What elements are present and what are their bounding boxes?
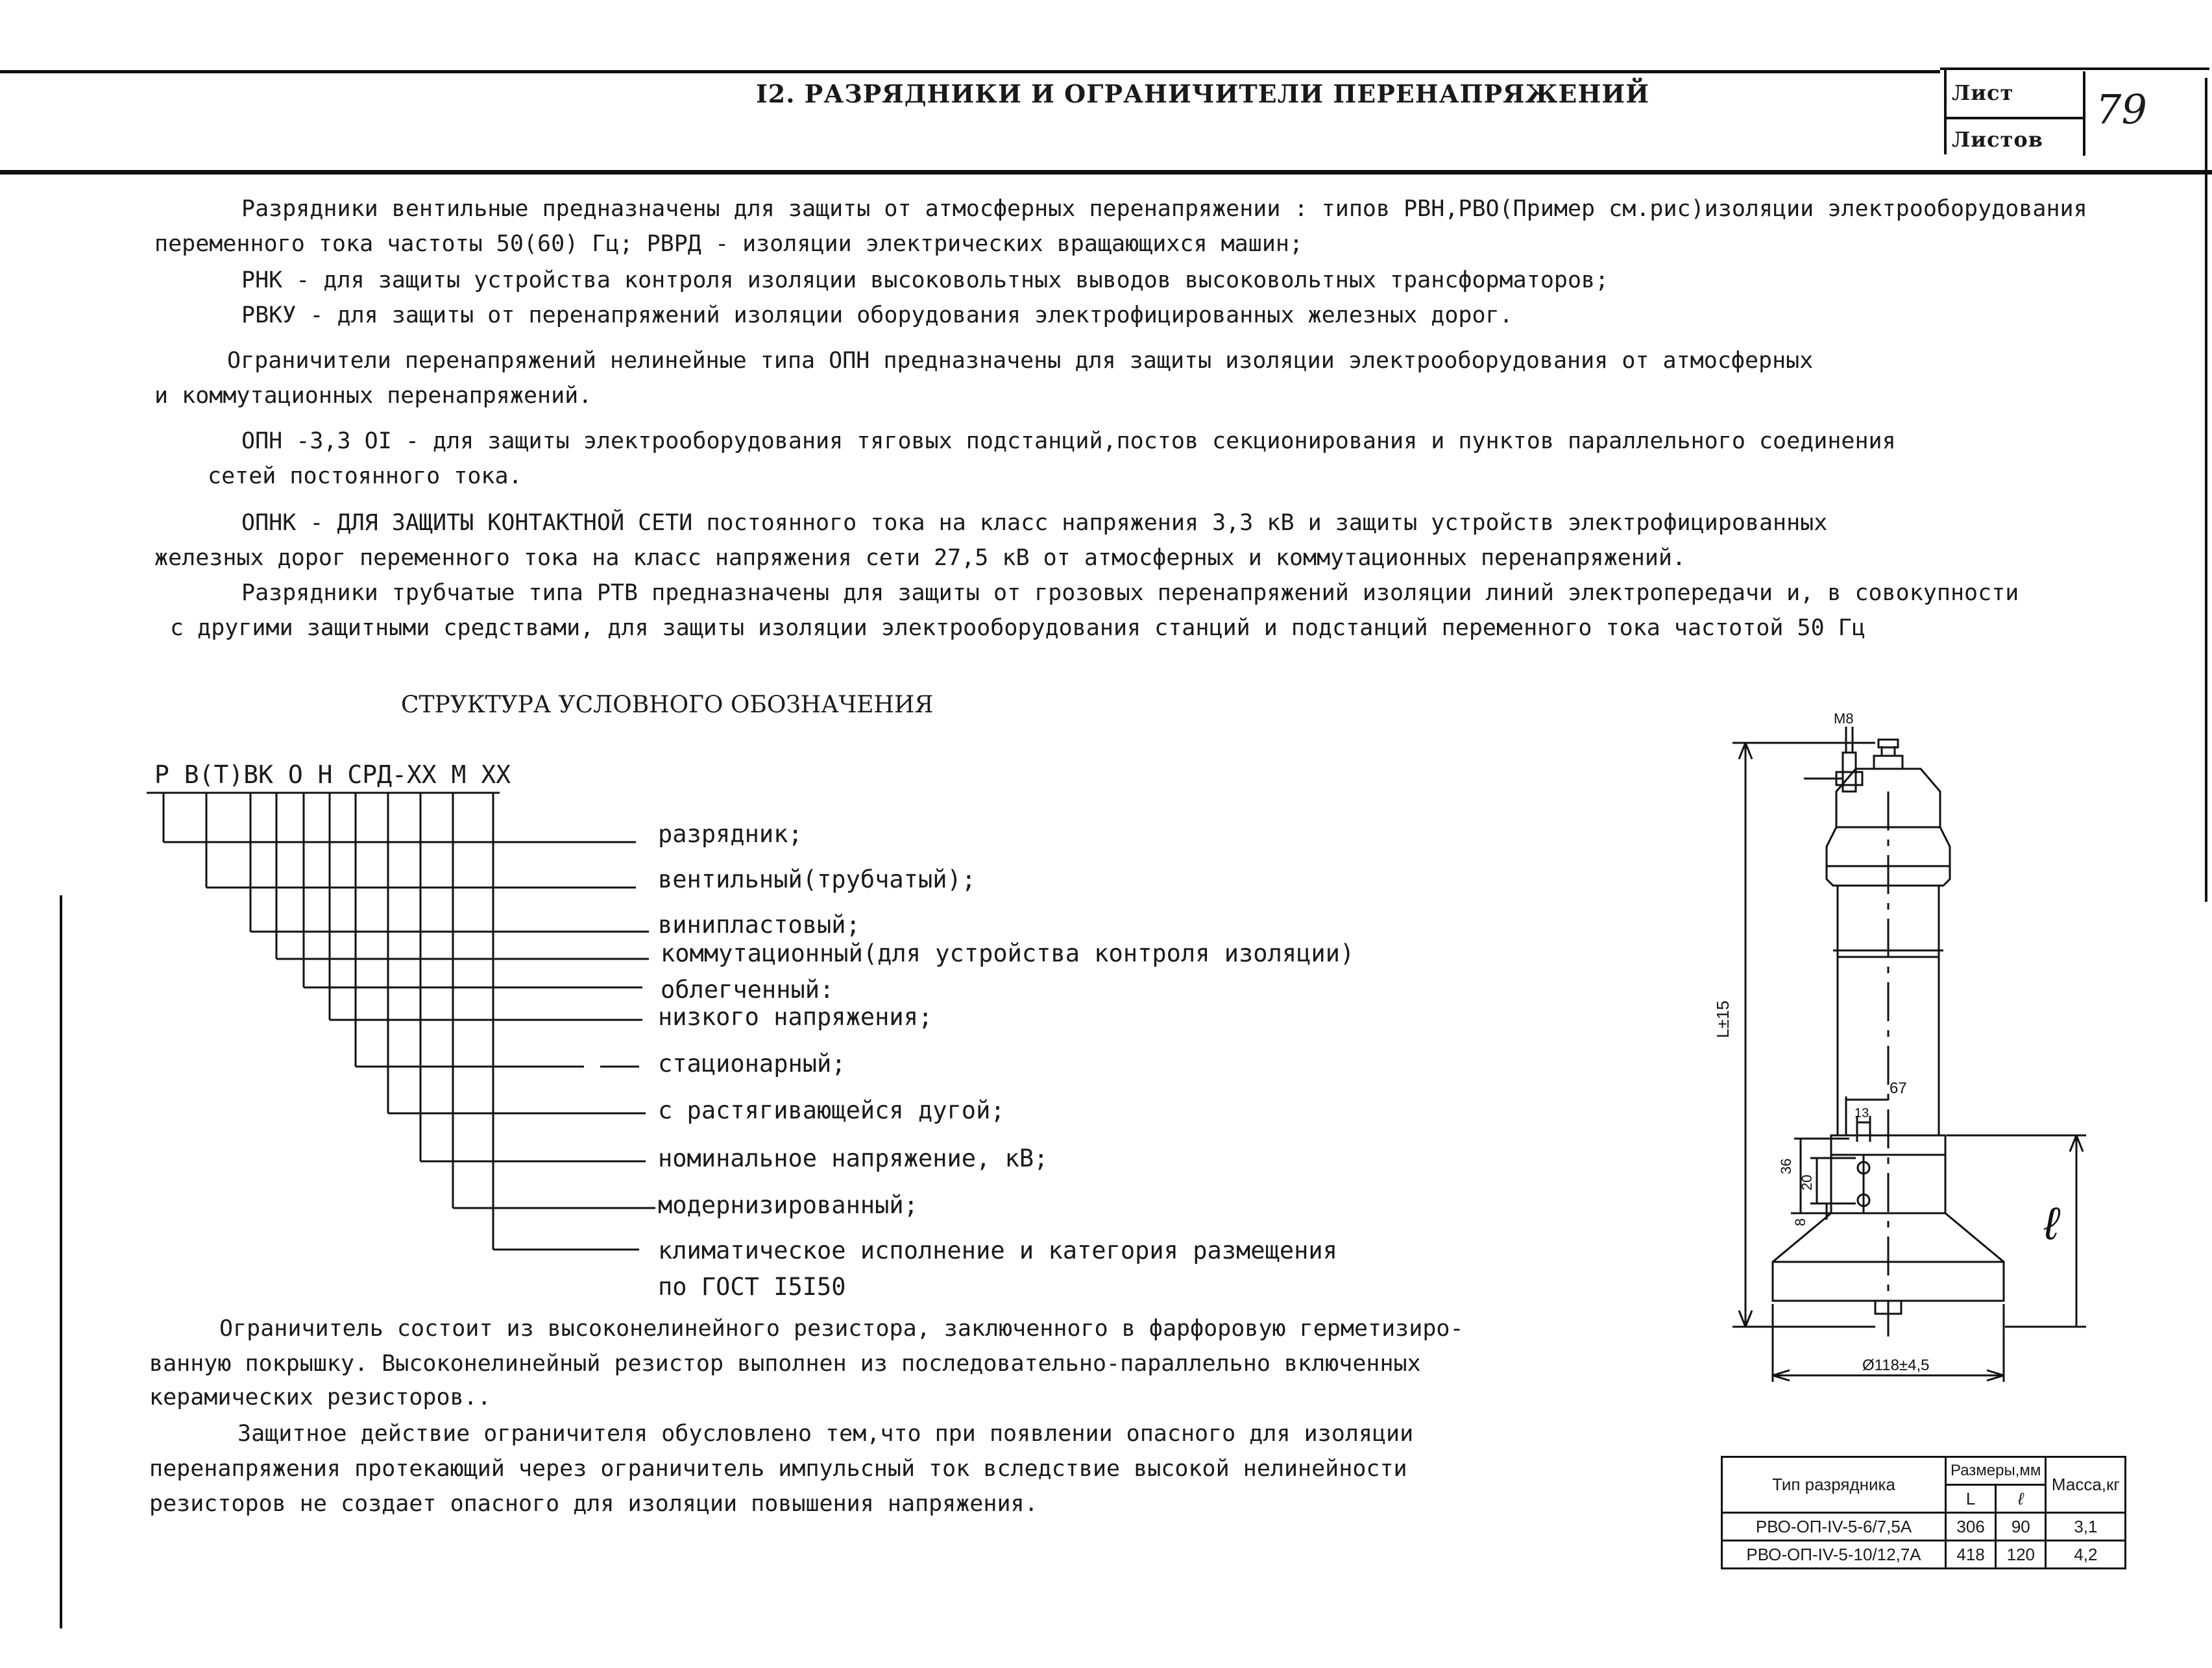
col-header-l: ℓ	[1996, 1485, 2046, 1513]
level-label: ℓ	[2044, 1198, 2059, 1249]
legend-item-10: модернизированный;	[658, 1191, 918, 1219]
description-line-4: Защитное действие ограничителя обусловлено тем,что при появлении опасного для изоляции	[237, 1421, 1414, 1447]
page-title: I2. РАЗРЯДНИКИ И ОГРАНИЧИТЕЛИ ПЕРЕНАПРЯЖЕНИЙ	[756, 79, 1650, 108]
bolt-label: M8	[1834, 710, 1854, 727]
legend-item-7: стационарный;	[658, 1050, 846, 1078]
description-line-2: ванную покрышку. Высоконелинейный резистор выполнен из последовательно-параллельно включенных	[149, 1351, 1421, 1377]
row-L: 306	[1946, 1513, 1996, 1541]
legend-item-4: коммутационный(для устройства контроля изоляции)	[661, 939, 1355, 967]
legend-item-11: климатическое исполнение и категория размещения	[658, 1237, 1337, 1264]
title-block-left-line	[1944, 70, 1947, 154]
right-edge-line	[2205, 78, 2207, 902]
legend-item-9: номинальное напряжение, кВ;	[658, 1144, 1049, 1172]
row-type: РВО-ОП-IV-5-10/12,7А	[1722, 1541, 1946, 1569]
title-block-h-line	[1944, 117, 2085, 119]
row-mass: 3,1	[2046, 1513, 2126, 1541]
legend-item-12: по ГОСТ I5I50	[658, 1273, 846, 1301]
intro-line-12: с другими защитными средствами, для защиты изоляции электрооборудования станций и подстанций переменного тока частотой 50 Гц	[170, 615, 1866, 641]
col-header-L: L	[1946, 1485, 1996, 1513]
intro-line-3: РНК - для защиты устройства контроля изоляции высоковольтных выводов высоковольтных трансформаторов;	[241, 267, 1609, 293]
dim-20-label: 20	[1799, 1174, 1815, 1191]
intro-line-9: ОПНК - ДЛЯ ЗАЩИТЫ КОНТАКТНОЙ СЕТИ постоянного тока на класс напряжения 3,3 кВ и защиты устройств электрофицированных	[241, 510, 1828, 536]
intro-line-4: РВКУ - для защиты от перенапряжений изоляции оборудования электрофицированных железных дорог.	[241, 302, 1513, 328]
intro-line-5: Ограничители перенапряжений нелинейные типа ОПН предназначены для защиты изоляции электрооборудования от атмосферных	[227, 348, 1814, 374]
width-67-label: 67	[1890, 1080, 1907, 1097]
legend-item-8: с растягивающейся дугой;	[658, 1096, 1005, 1124]
intro-line-10: железных дорог переменного тока на класс напряжения сети 27,5 кВ от атмосферных и коммутационных перенапряжений.	[154, 545, 1686, 571]
description-line-1: Ограничитель состоит из высоконелинейного резистора, заключенного в фарфоровую герметизиро-	[219, 1316, 1464, 1342]
diameter-label: Ø118±4,5	[1862, 1357, 1930, 1374]
legend-item-5: облегченный:	[661, 976, 834, 1004]
intro-line-2: переменного тока частоты 50(60) Гц; РВРД - изоляции электрических вращающихся машин;	[154, 231, 1304, 257]
header-top-rule-right	[1940, 67, 2209, 70]
table-row	[1722, 1513, 2126, 1541]
table-row	[1722, 1541, 2126, 1569]
legend-item-1: разрядник;	[658, 820, 803, 848]
legend-item-3: винипластовый;	[658, 911, 860, 939]
title-block-middle-line	[2083, 71, 2085, 156]
description-line-3: керамических резисторов..	[149, 1384, 491, 1410]
dim-13-label: 13	[1854, 1106, 1869, 1120]
row-type: РВО-ОП-IV-5-6/7,5А	[1722, 1513, 1946, 1541]
col-header-sizes: Размеры,мм	[1946, 1457, 2046, 1485]
sheet-label: Лист	[1952, 80, 2014, 105]
intro-line-6: и коммутационных перенапряжений.	[154, 383, 592, 409]
description-line-5: перенапряжения протекающий через ограничитель импульсный ток вследствие высокой нелинейности	[149, 1456, 1407, 1482]
height-label: L±15	[1713, 1000, 1732, 1038]
designation-code: Р В(Т)ВК О Н СРД-ХХ М ХХ	[154, 760, 511, 789]
description-line-6: резисторов не создает опасного для изоляции повышения напряжения.	[149, 1491, 1038, 1517]
sheets-label: Листов	[1952, 127, 2043, 152]
row-l: 90	[1996, 1513, 2046, 1541]
row-L: 418	[1946, 1541, 1996, 1569]
dim-36-label: 36	[1778, 1158, 1794, 1174]
intro-line-8: сетей постоянного тока.	[208, 463, 522, 489]
spec-table	[1721, 1456, 2126, 1569]
sheet-number: 79	[2096, 86, 2147, 133]
row-mass: 4,2	[2046, 1541, 2126, 1569]
structure-title: СТРУКТУРА УСЛОВНОГО ОБОЗНАЧЕНИЯ	[401, 692, 934, 718]
col-header-type: Тип разрядника	[1722, 1457, 1946, 1513]
designation-tree	[0, 0, 714, 1298]
intro-line-1: Разрядники вентильные предназначены для защиты от атмосферных перенапряжении : типов РВН,РВО(Пример см.рис)изоляции электрооборудования	[241, 196, 2087, 222]
legend-item-6: низкого напряжения;	[658, 1003, 933, 1031]
intro-line-7: ОПН -3,3 OI - для защиты электрооборудования тяговых подстанций,постов секционирования и пунктов параллельного соединения	[241, 428, 1896, 454]
left-margin-line	[60, 895, 62, 1628]
arrester-drawing	[1687, 688, 2193, 1401]
row-l: 120	[1996, 1541, 2046, 1569]
legend-item-2: вентильный(трубчатый);	[658, 865, 977, 893]
intro-line-11: Разрядники трубчатые типа РТВ предназначены для защиты от грозовых перенапряжений изоляции линий электропередачи и, в совокупности	[241, 580, 2019, 606]
dim-8-label: 8	[1792, 1218, 1808, 1226]
col-header-mass: Масса,кг	[2046, 1457, 2126, 1513]
